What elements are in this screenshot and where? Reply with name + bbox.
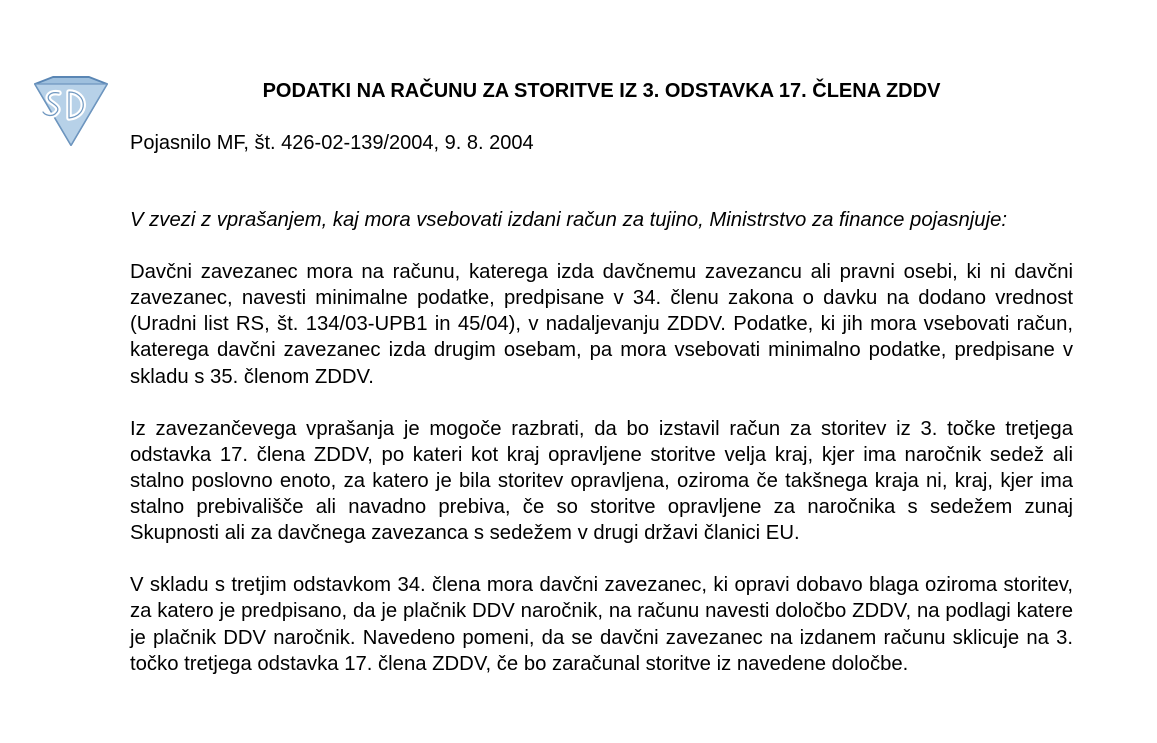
body-paragraph-1: Davčni zavezanec mora na računu, katerega izda davčnemu zavezancu ali pravni osebi, ki ni davčni zavezanec, navesti minimalne podatke, predpisane v 34. členu zakona o davku na dodano vrednost (Uradni list RS, št. 134/03-UPB1 in 45/04), v nadaljevanju ZDDV. Podatke, ki jih mora vsebovati račun, katerega davčni zavezanec izda drugim osebam, pa mora vsebovati minimalno podatke, predpisane v skladu s 35. členom ZDDV. [130,261,1073,388]
body-paragraph-2: Iz zavezančevega vprašanja je mogoče razbrati, da bo izstavil račun za storitev iz 3. točke tretjega odstavka 17. člena ZDDV, po kateri kot kraj opravljene storitve velja kraj, kjer ima naročnik sedež ali stalno poslovno enoto, za katero je bila storitev opravljena, oziroma če takšnega kraja ni, kraj, kjer ima stalno prebivališče ali navadno prebiva, če so storitve opravljene za naročnika s sedežem zunaj Skupnosti ali za davčnega zavezanca s sedežem v drugi državi članici EU. [130,417,1073,545]
document-reference: Pojasnilo MF, št. 426-02-139/2004, 9. 8. 2004 [130,132,534,154]
document-body [130,207,1073,703]
intro-paragraph: V zvezi z vprašanjem, kaj mora vsebovati izdani račun za tujino, Ministrstvo za finance pojasnjuje: [130,209,1008,231]
diamond-shield-logo-icon [27,76,111,148]
document-title: PODATKI NA RAČUNU ZA STORITVE IZ 3. ODSTAVKA 17. ČLENA ZDDV [262,80,941,102]
body-paragraph-3: V skladu s tretjim odstavkom 34. člena mora davčni zavezanec, ki opravi dobavo blaga oziroma storitev, za katero je predpisano, da je plačnik DDV naročnik, na računu navesti določbo ZDDV, na podlagi katere je plačnik DDV naročnik. Navedeno pomeni, da se davčni zavezanec na izdanem računu sklicuje na 3. točko tretjega odstavka 17. člena ZDDV, če bo zaračunal storitve iz navedene določbe. [130,574,1073,675]
